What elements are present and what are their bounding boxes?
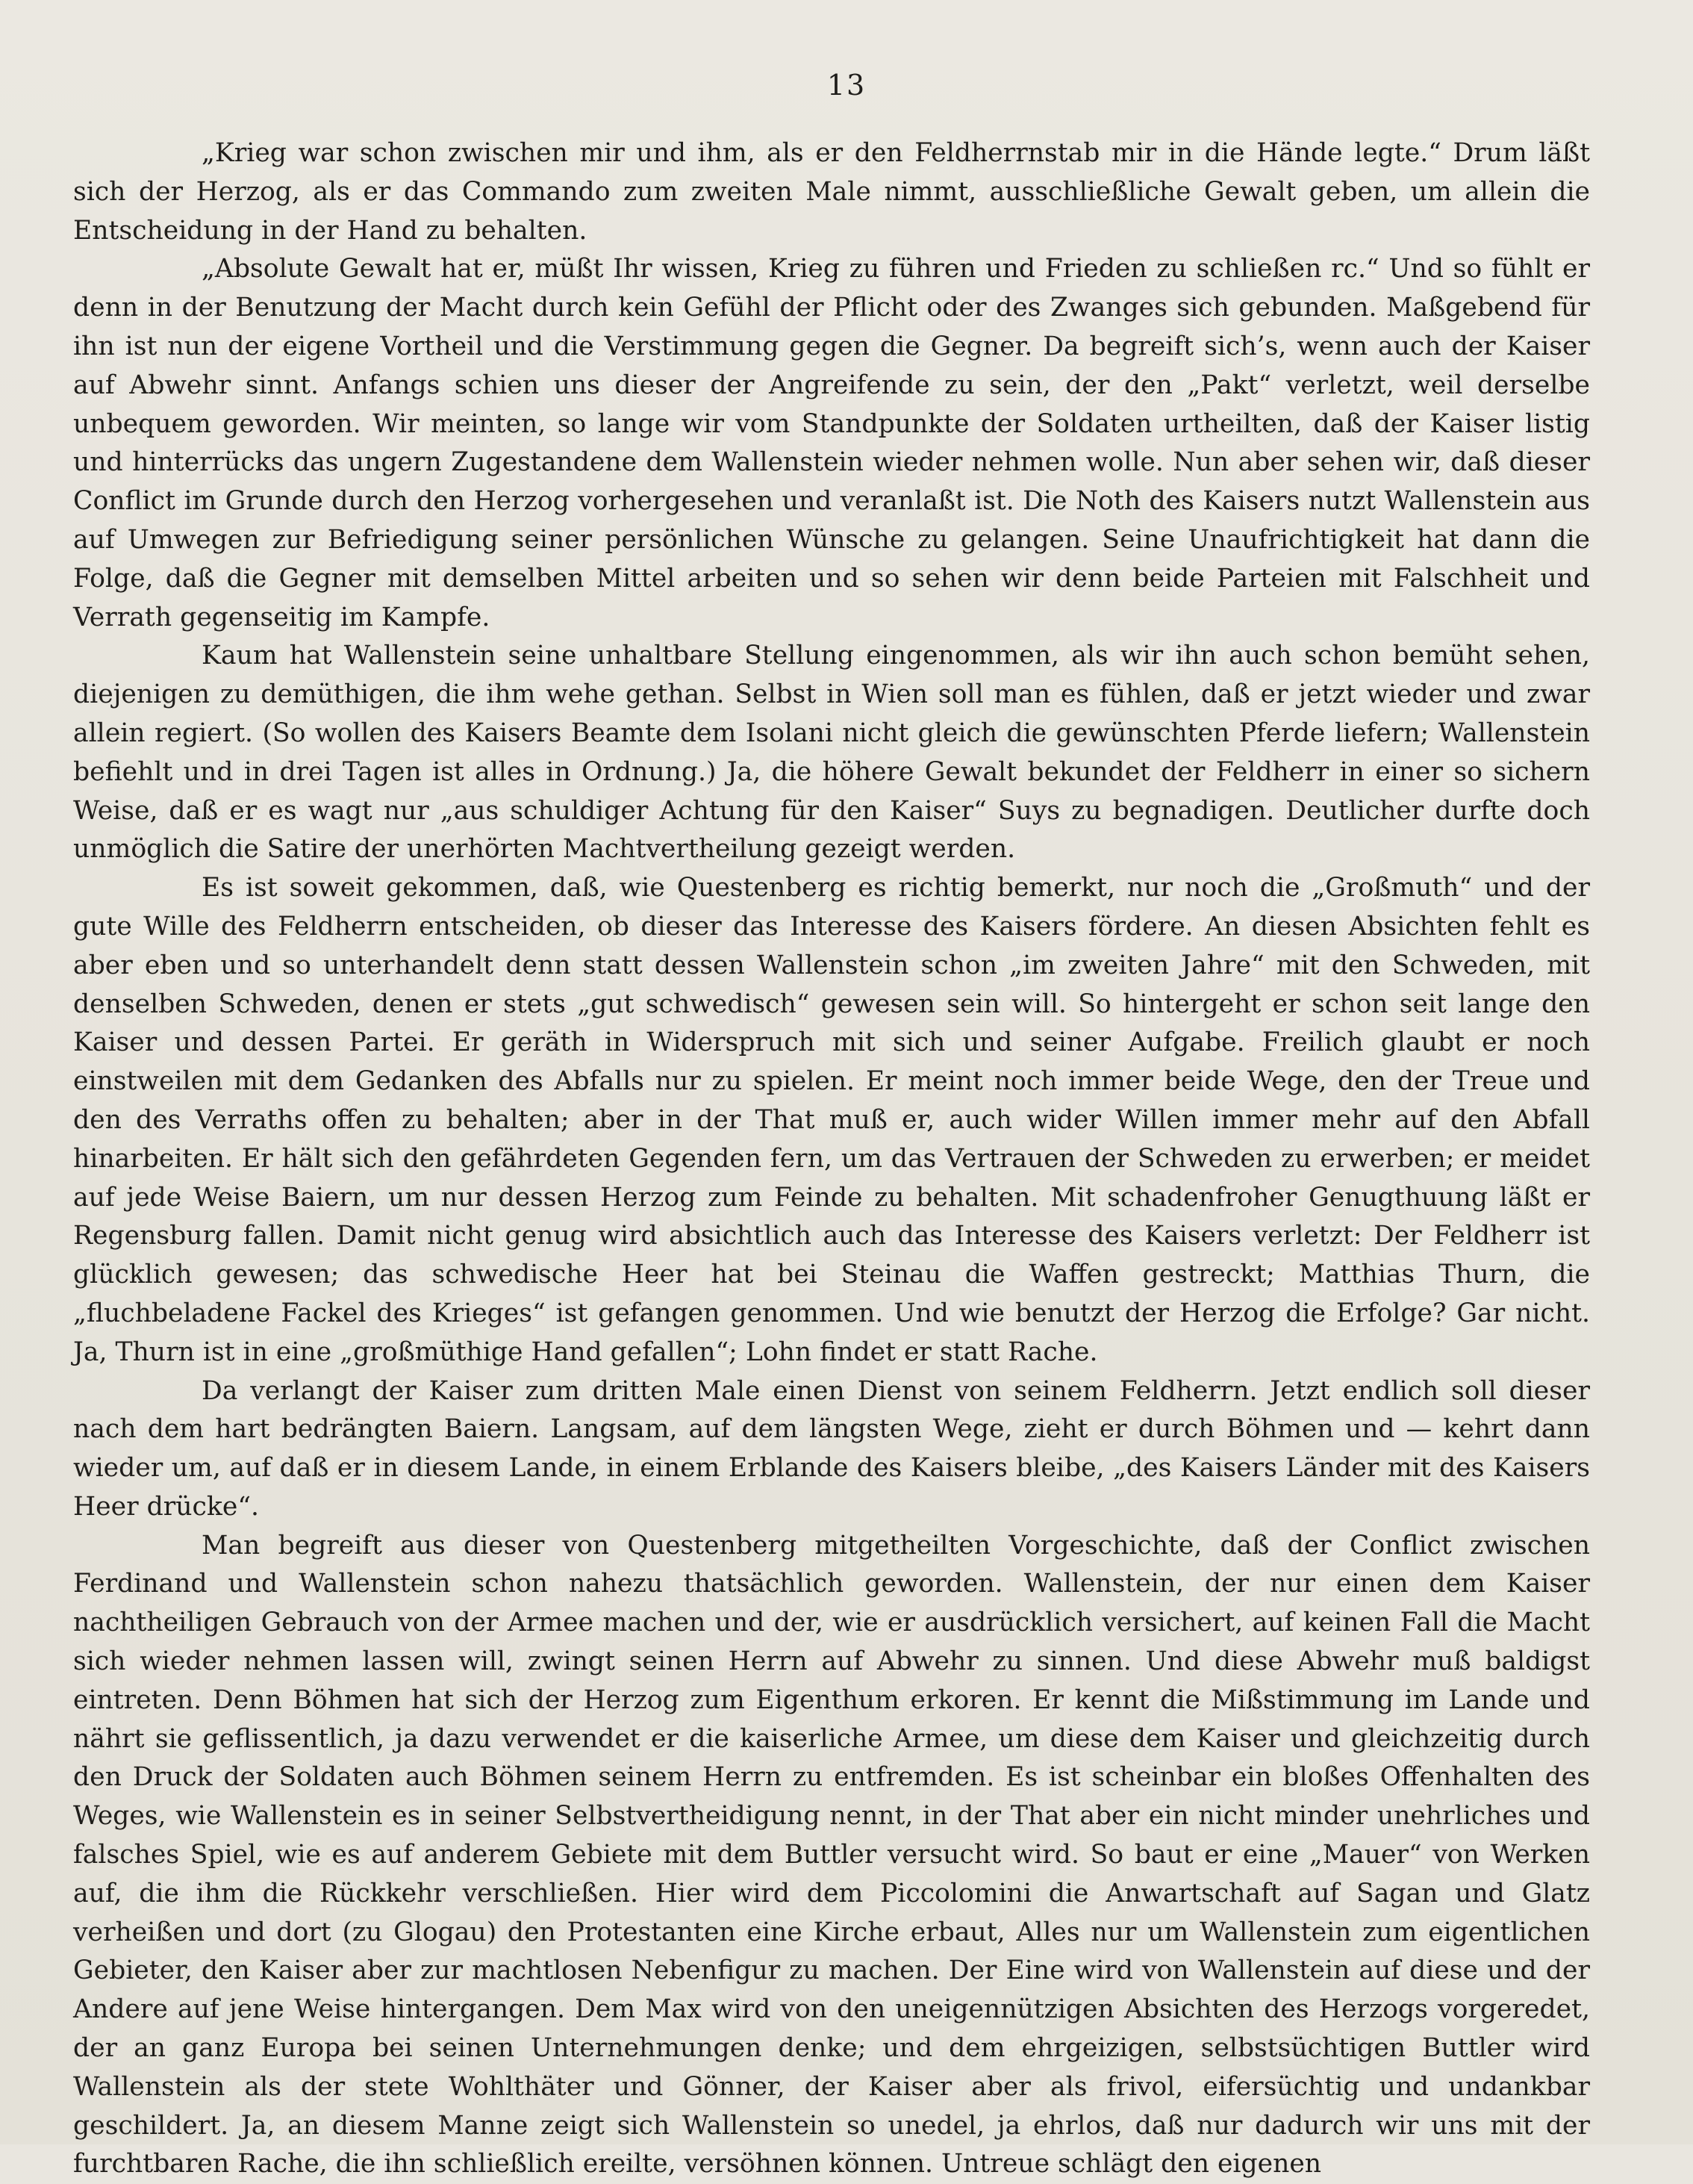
paragraph: Kaum hat Wallenstein seine unhaltbare Stellung eingenommen, als wir ihn auch schon bemüht sehen, diejenigen zu demüthigen, die ihm wehe gethan. Selbst in Wien soll man es fühlen, daß er jetzt wieder und zwar allein regiert. (So wollen des Kaisers Beamte dem Isolani nicht gleich die gewünschten Pferde liefern; Wallenstein befiehlt und in drei Tagen ist alles in Ordnung.) Ja, die höhere Gewalt bekundet der Feldherr in einer so sichern Weise, daß er es wagt nur „aus schuldiger Achtung für den Kaiser“ Suys zu begnadigen. Deutlicher durfte doch unmöglich die Satire der unerhörten Machtvertheilung gezeigt werden. [73, 641, 1590, 865]
page-number: 13 [826, 69, 867, 102]
paragraph: „Krieg war schon zwischen mir und ihm, als er den Feldherrnstab mir in die Hände legte.“ Drum läßt sich der Herzog, als er das Commando zum zweiten Male nimmt, ausschließliche Gewalt geben, um allein die Entscheidung in der Hand zu behalten. [73, 138, 1590, 246]
paragraph: Da verlangt der Kaiser zum dritten Male einen Dienst von seinem Feldherrn. Jetzt endlich soll dieser nach dem hart bedrängten Baiern. Langsam, auf dem längsten Wege, zieht er durch Böhmen und — kehrt dann wieder um, auf daß er in diesem Lande, in einem Erblande des Kaisers bleibe, „des Kaisers Länder mit des Kaisers Heer drücke“. [73, 1375, 1590, 1522]
body-text [73, 134, 1590, 2184]
paragraph: Man begreift aus dieser von Questenberg mitgetheilten Vorgeschichte, daß der Conflict zwischen Ferdinand und Wallenstein schon nahezu thatsächlich geworden. Wallenstein, der nur einen dem Kaiser nachtheiligen Gebrauch von der Armee machen und der, wie er ausdrücklich versichert, auf keinen Fall die Macht sich wieder nehmen lassen will, zwingt seinen Herrn auf Abwehr zu sinnen. Und diese Abwehr muß baldigst eintreten. Denn Böhmen hat sich der Herzog zum Eigenthum erkoren. Er kennt die Mißstimmung im Lande und nährt sie geflissentlich, ja dazu verwendet er die kaiserliche Armee, um diese dem Kaiser und gleichzeitig durch den Druck der Soldaten auch Böhmen seinem Herrn zu entfremden. Es ist scheinbar ein bloßes Offenhalten des Weges, wie Wallenstein es in seiner Selbstvertheidigung nennt, in der That aber ein nicht minder unehrliches und falsches Spiel, wie es auf anderem Gebiete mit dem Buttler versucht wird. So baut er eine „Mauer“ von Werken auf, die ihm die Rückkehr verschließen. Hier wird dem Piccolomini die Anwartschaft auf Sagan und Glatz verheißen und dort (zu Glogau) den Protestanten eine Kirche erbaut, Alles nur um Wallenstein zum eigentlichen Gebieter, den Kaiser aber zur machtlosen Nebenfigur zu machen. Der Eine wird von Wallenstein auf diese und der Andere auf jene Weise hintergangen. Dem Max wird von den uneigennützigen Absichten des Herzogs vorgeredet, der an ganz Europa bei seinen Unternehmungen denke; und dem ehrgeizigen, selbstsüchtigen Buttler wird Wallenstein als der stete Wohlthäter und Gönner, der Kaiser aber als frivol, eifersüchtig und undankbar geschildert. Ja, an diesem Manne zeigt sich Wallenstein so unedel, ja ehrlos, daß nur dadurch wir uns mit der furchtbaren Rache, die ihn schließlich ereilte, versöhnen können. Untreue schlägt den eigenen [73, 1530, 1590, 2180]
paragraph: „Absolute Gewalt hat er, müßt Ihr wissen, Krieg zu führen und Frieden zu schließen rc.“ Und so fühlt er denn in der Benutzung der Macht durch kein Gefühl der Pflicht oder des Zwanges sich gebunden. Maßgebend für ihn ist nun der eigene Vortheil und die Verstimmung gegen die Gegner. Da begreift sich’s, wenn auch der Kaiser auf Abwehr sinnt. Anfangs schien uns dieser der Angreifende zu sein, der den „Pakt“ verletzt, weil derselbe unbequem geworden. Wir meinten, so lange wir vom Standpunkte der Soldaten urtheilten, daß der Kaiser listig und hinterrücks das ungern Zugestandene dem Wallenstein wieder nehmen wolle. Nun aber sehen wir, daß dieser Conflict im Grunde durch den Herzog vorhergesehen und veranlaßt ist. Die Noth des Kaisers nutzt Wallenstein aus auf Umwegen zur Befriedigung seiner persönlichen Wünsche zu gelangen. Seine Unaufrichtigkeit hat dann die Folge, daß die Gegner mit demselben Mittel arbeiten und so sehen wir denn beide Parteien mit Falschheit und Verrath gegenseitig im Kampfe. [73, 254, 1590, 632]
paragraph: Es ist soweit gekommen, daß, wie Questenberg es richtig bemerkt, nur noch die „Großmuth“ und der gute Wille des Feldherrn entscheiden, ob dieser das Interesse des Kaisers fördere. An diesen Absichten fehlt es aber eben und so unterhandelt denn statt dessen Wallenstein schon „im zweiten Jahre“ mit den Schweden, mit denselben Schweden, denen er stets „gut schwedisch“ gewesen sein will. So hintergeht er schon seit lange den Kaiser und dessen Partei. Er geräth in Widerspruch mit sich und seiner Aufgabe. Freilich glaubt er noch einstweilen mit dem Gedanken des Abfalls nur zu spielen. Er meint noch immer beide Wege, den der Treue und den des Verraths offen zu behalten; aber in der That muß er, auch wider Willen immer mehr auf den Abfall hinarbeiten. Er hält sich den gefährdeten Gegenden fern, um das Vertrauen der Schweden zu erwerben; er meidet auf jede Weise Baiern, um nur dessen Herzog zum Feinde zu behalten. Mit schadenfroher Genugthuung läßt er Regensburg fallen. Damit nicht genug wird absichtlich auch das Interesse des Kaisers verletzt: Der Feldherr ist glücklich gewesen; das schwedische Heer hat bei Steinau die Waffen gestreckt; Matthias Thurn, die „fluchbeladene Fackel des Krieges“ ist gefangen genommen. Und wie benutzt der Herzog die Erfolge? Gar nicht. Ja, Thurn ist in eine „großmüthige Hand gefallen“; Lohn findet er statt Rache. [73, 873, 1590, 1367]
